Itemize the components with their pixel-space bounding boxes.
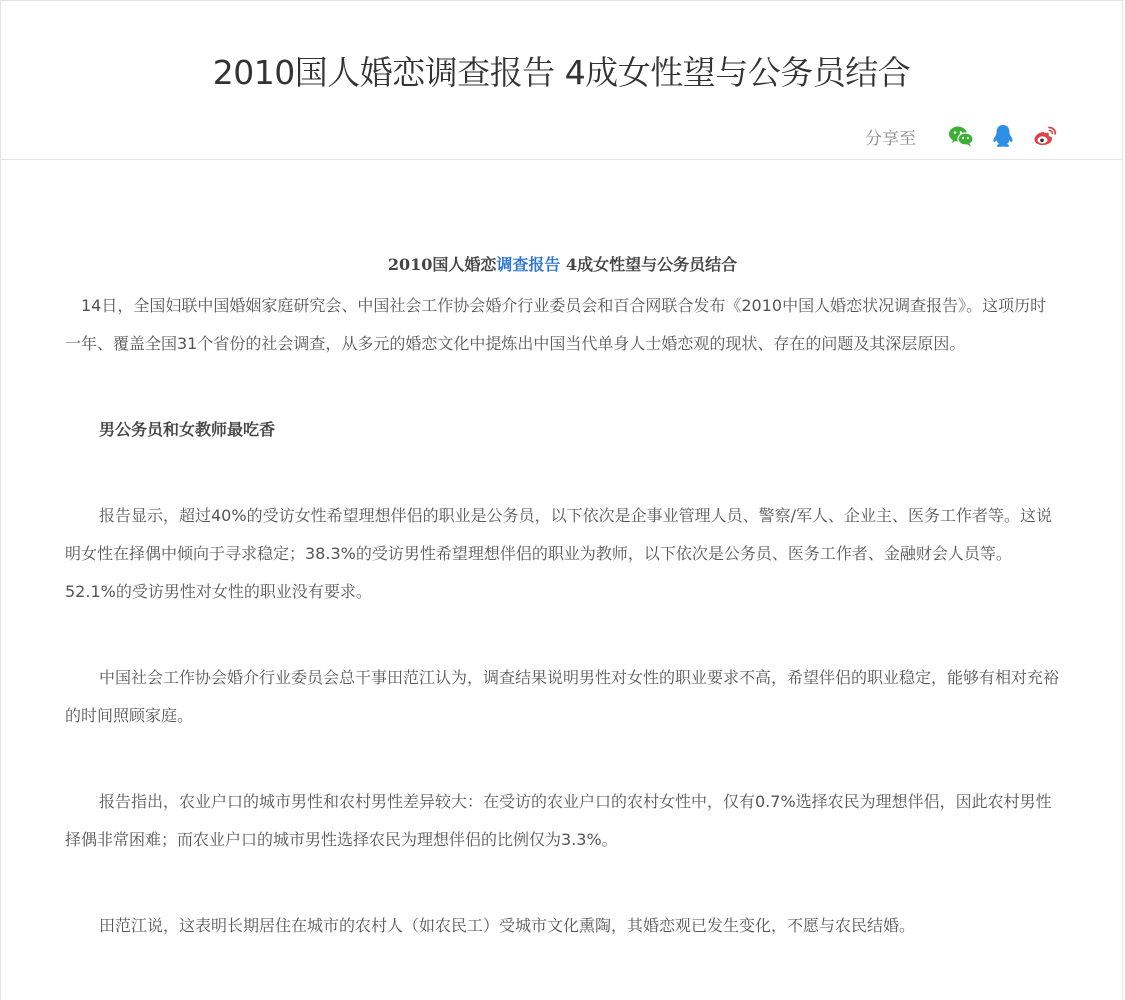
- subtitle-prefix: 2010国人婚恋: [387, 255, 497, 274]
- paragraph-occupation: 报告显示，超过40%的受访女性希望理想伴侣的职业是公务员，以下依次是企事业管理人员、警察/军人、企业主、医务工作者等。这说明女性在择偶中倾向于寻求稳定；38.3%的受访男性希望理想伴侣的职业为教师，以下依次是公务员、医务工作者、金融财会人员等。52.1%的受访男性对女性的职业没有要求。: [65, 506, 1052, 601]
- spacer: [65, 735, 1060, 783]
- spacer: [65, 611, 1060, 659]
- article-header: [1, 1, 1122, 160]
- article-subtitle: [65, 253, 1060, 277]
- article-title: 2010国人婚恋调查报告 4成女性望与公务员结合: [212, 53, 911, 92]
- paragraph-rural: 报告指出，农业户口的城市男性和农村男性差异较大：在受访的农业户口的农村女性中，仅有0.7%选择农民为理想伴侣，因此农村男性择偶非常困难；而农业户口的城市男性选择农民为理想伴侣的比例仅为3.3%。: [65, 792, 1052, 849]
- spacer: [65, 449, 1060, 497]
- spacer: [65, 859, 1060, 907]
- subtitle-suffix: 4成女性望与公务员结合: [560, 255, 738, 274]
- spacer: [65, 363, 1060, 411]
- section-heading: 男公务员和女教师最吃香: [99, 420, 276, 439]
- paragraph-intro: 14日，全国妇联中国婚姻家庭研究会、中国社会工作协会婚介行业委员会和百合网联合发布《2010中国人婚恋状况调查报告》。这项历时一年、覆盖全国31个省份的社会调查，从多元的婚恋文化中提炼出中国当代单身人士婚恋观的现状、存在的问题及其深层原因。: [65, 296, 1047, 353]
- paragraph-tian-fanjiang: 中国社会工作协会婚介行业委员会总干事田范江认为，调查结果说明男性对女性的职业要求不高，希望伴侣的职业稳定，能够有相对充裕的时间照顾家庭。: [65, 668, 1060, 725]
- weibo-icon[interactable]: [1032, 123, 1058, 149]
- paragraph-conclusion: 田范江说，这表明长期居住在城市的农村人（如农民工）受城市文化熏陶，其婚恋观已发生变化，不愿与农民结婚。: [99, 916, 916, 935]
- survey-report-link[interactable]: 调查报告: [496, 255, 561, 274]
- wechat-icon[interactable]: [948, 123, 974, 149]
- share-label: 分享至: [865, 128, 916, 149]
- qq-icon[interactable]: [990, 123, 1016, 149]
- article-body: [65, 241, 1060, 945]
- share-bar: [865, 121, 1058, 151]
